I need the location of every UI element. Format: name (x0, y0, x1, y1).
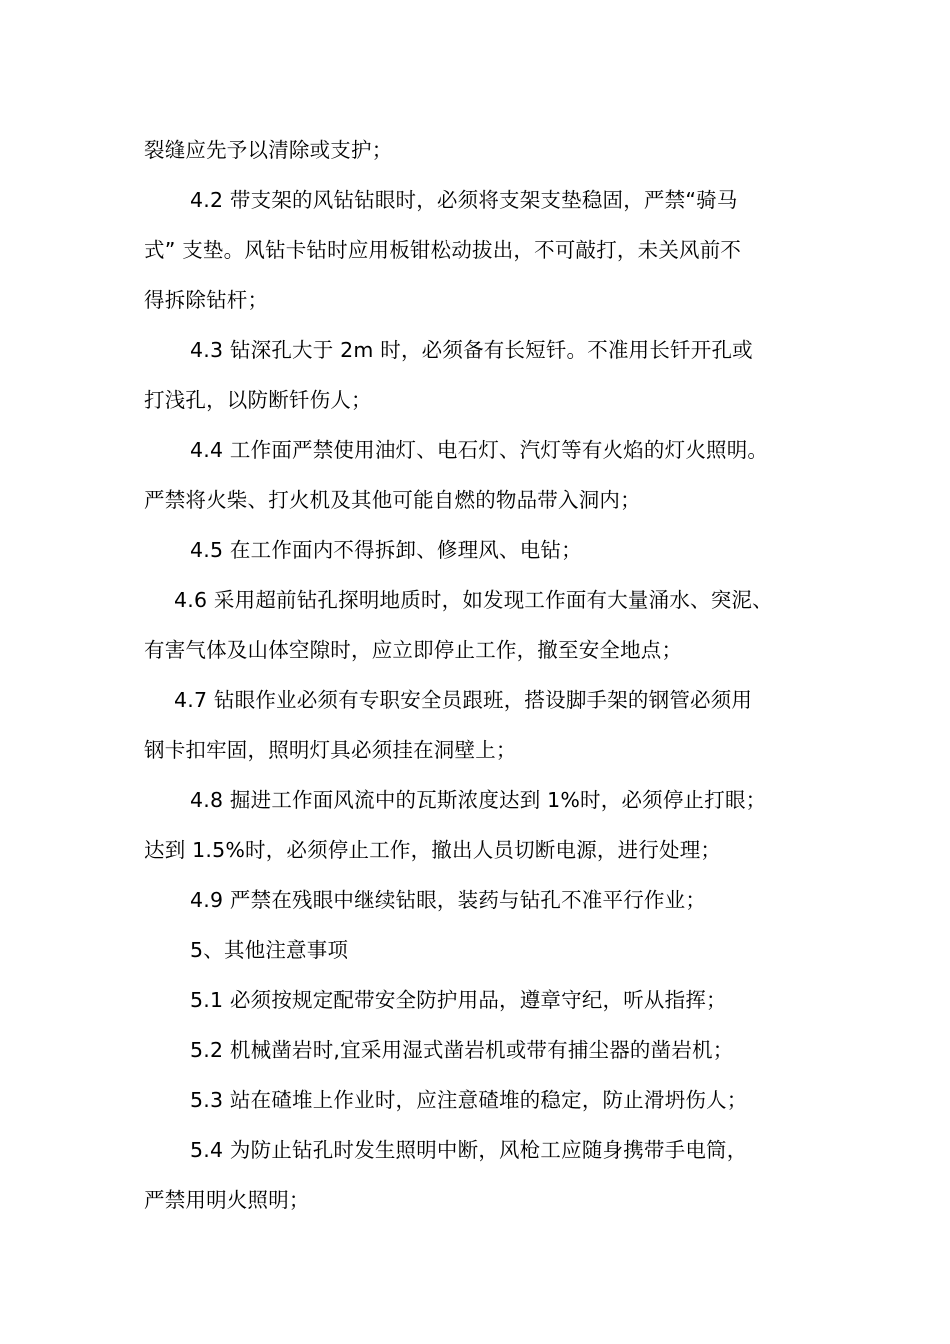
text-line: 5.2 机械凿岩时,宜采用湿式凿岩机或带有捕尘器的凿岩机； (190, 1038, 734, 1062)
text-line: 5.4 为防止钻孔时发生照明中断，风枪工应随身携带手电筒， (190, 1138, 748, 1162)
section-heading: 5、其他注意事项 (190, 938, 349, 962)
text-line: 4.2 带支架的风钻钻眼时，必须将支架支垫稳固，严禁“骑马 (190, 188, 738, 212)
text-line: 4.9 严禁在残眼中继续钻眼，装药与钻孔不准平行作业； (190, 888, 707, 912)
text-line: 4.6 采用超前钻孔探明地质时，如发现工作面有大量涌水、突泥、 (174, 588, 773, 612)
text-line: 得拆除钻杆； (144, 288, 269, 312)
text-line: 严禁将火柴、打火机及其他可能自燃的物品带入洞内； (144, 488, 641, 512)
text-line: 严禁用明火照明； (144, 1188, 310, 1212)
text-line: 5.3 站在碴堆上作业时，应注意碴堆的稳定，防止滑坍伤人； (190, 1088, 748, 1112)
text-line: 4.5 在工作面内不得拆卸、修理风、电钻； (190, 538, 582, 562)
text-line: 有害气体及山体空隙时，应立即停止工作，撤至安全地点； (144, 638, 683, 662)
text-line: 式” 支垫。风钻卡钻时应用板钳松动拔出，不可敲打，未关风前不 (144, 238, 742, 262)
text-line: 4.8 掘进工作面风流中的瓦斯浓度达到 1%时，必须停止打眼； (190, 788, 767, 812)
text-line: 裂缝应先予以清除或支护； (144, 138, 393, 162)
text-line: 4.7 钻眼作业必须有专职安全员跟班，搭设脚手架的钢管必须用 (174, 688, 753, 712)
text-line: 钢卡扣牢固，照明灯具必须挂在洞壁上； (144, 738, 517, 762)
text-line: 4.3 钻深孔大于 2m 时，必须备有长短钎。不准用长钎开孔或 (190, 338, 753, 362)
text-line: 4.4 工作面严禁使用油灯、电石灯、汽灯等有火焰的灯火照明。 (190, 438, 769, 462)
text-line: 5.1 必须按规定配带安全防护用品，遵章守纪，听从指挥； (190, 988, 727, 1012)
text-line: 打浅孔，以防断钎伤人； (144, 388, 372, 412)
text-line: 达到 1.5%时，必须停止工作，撤出人员切断电源，进行处理； (144, 838, 722, 862)
